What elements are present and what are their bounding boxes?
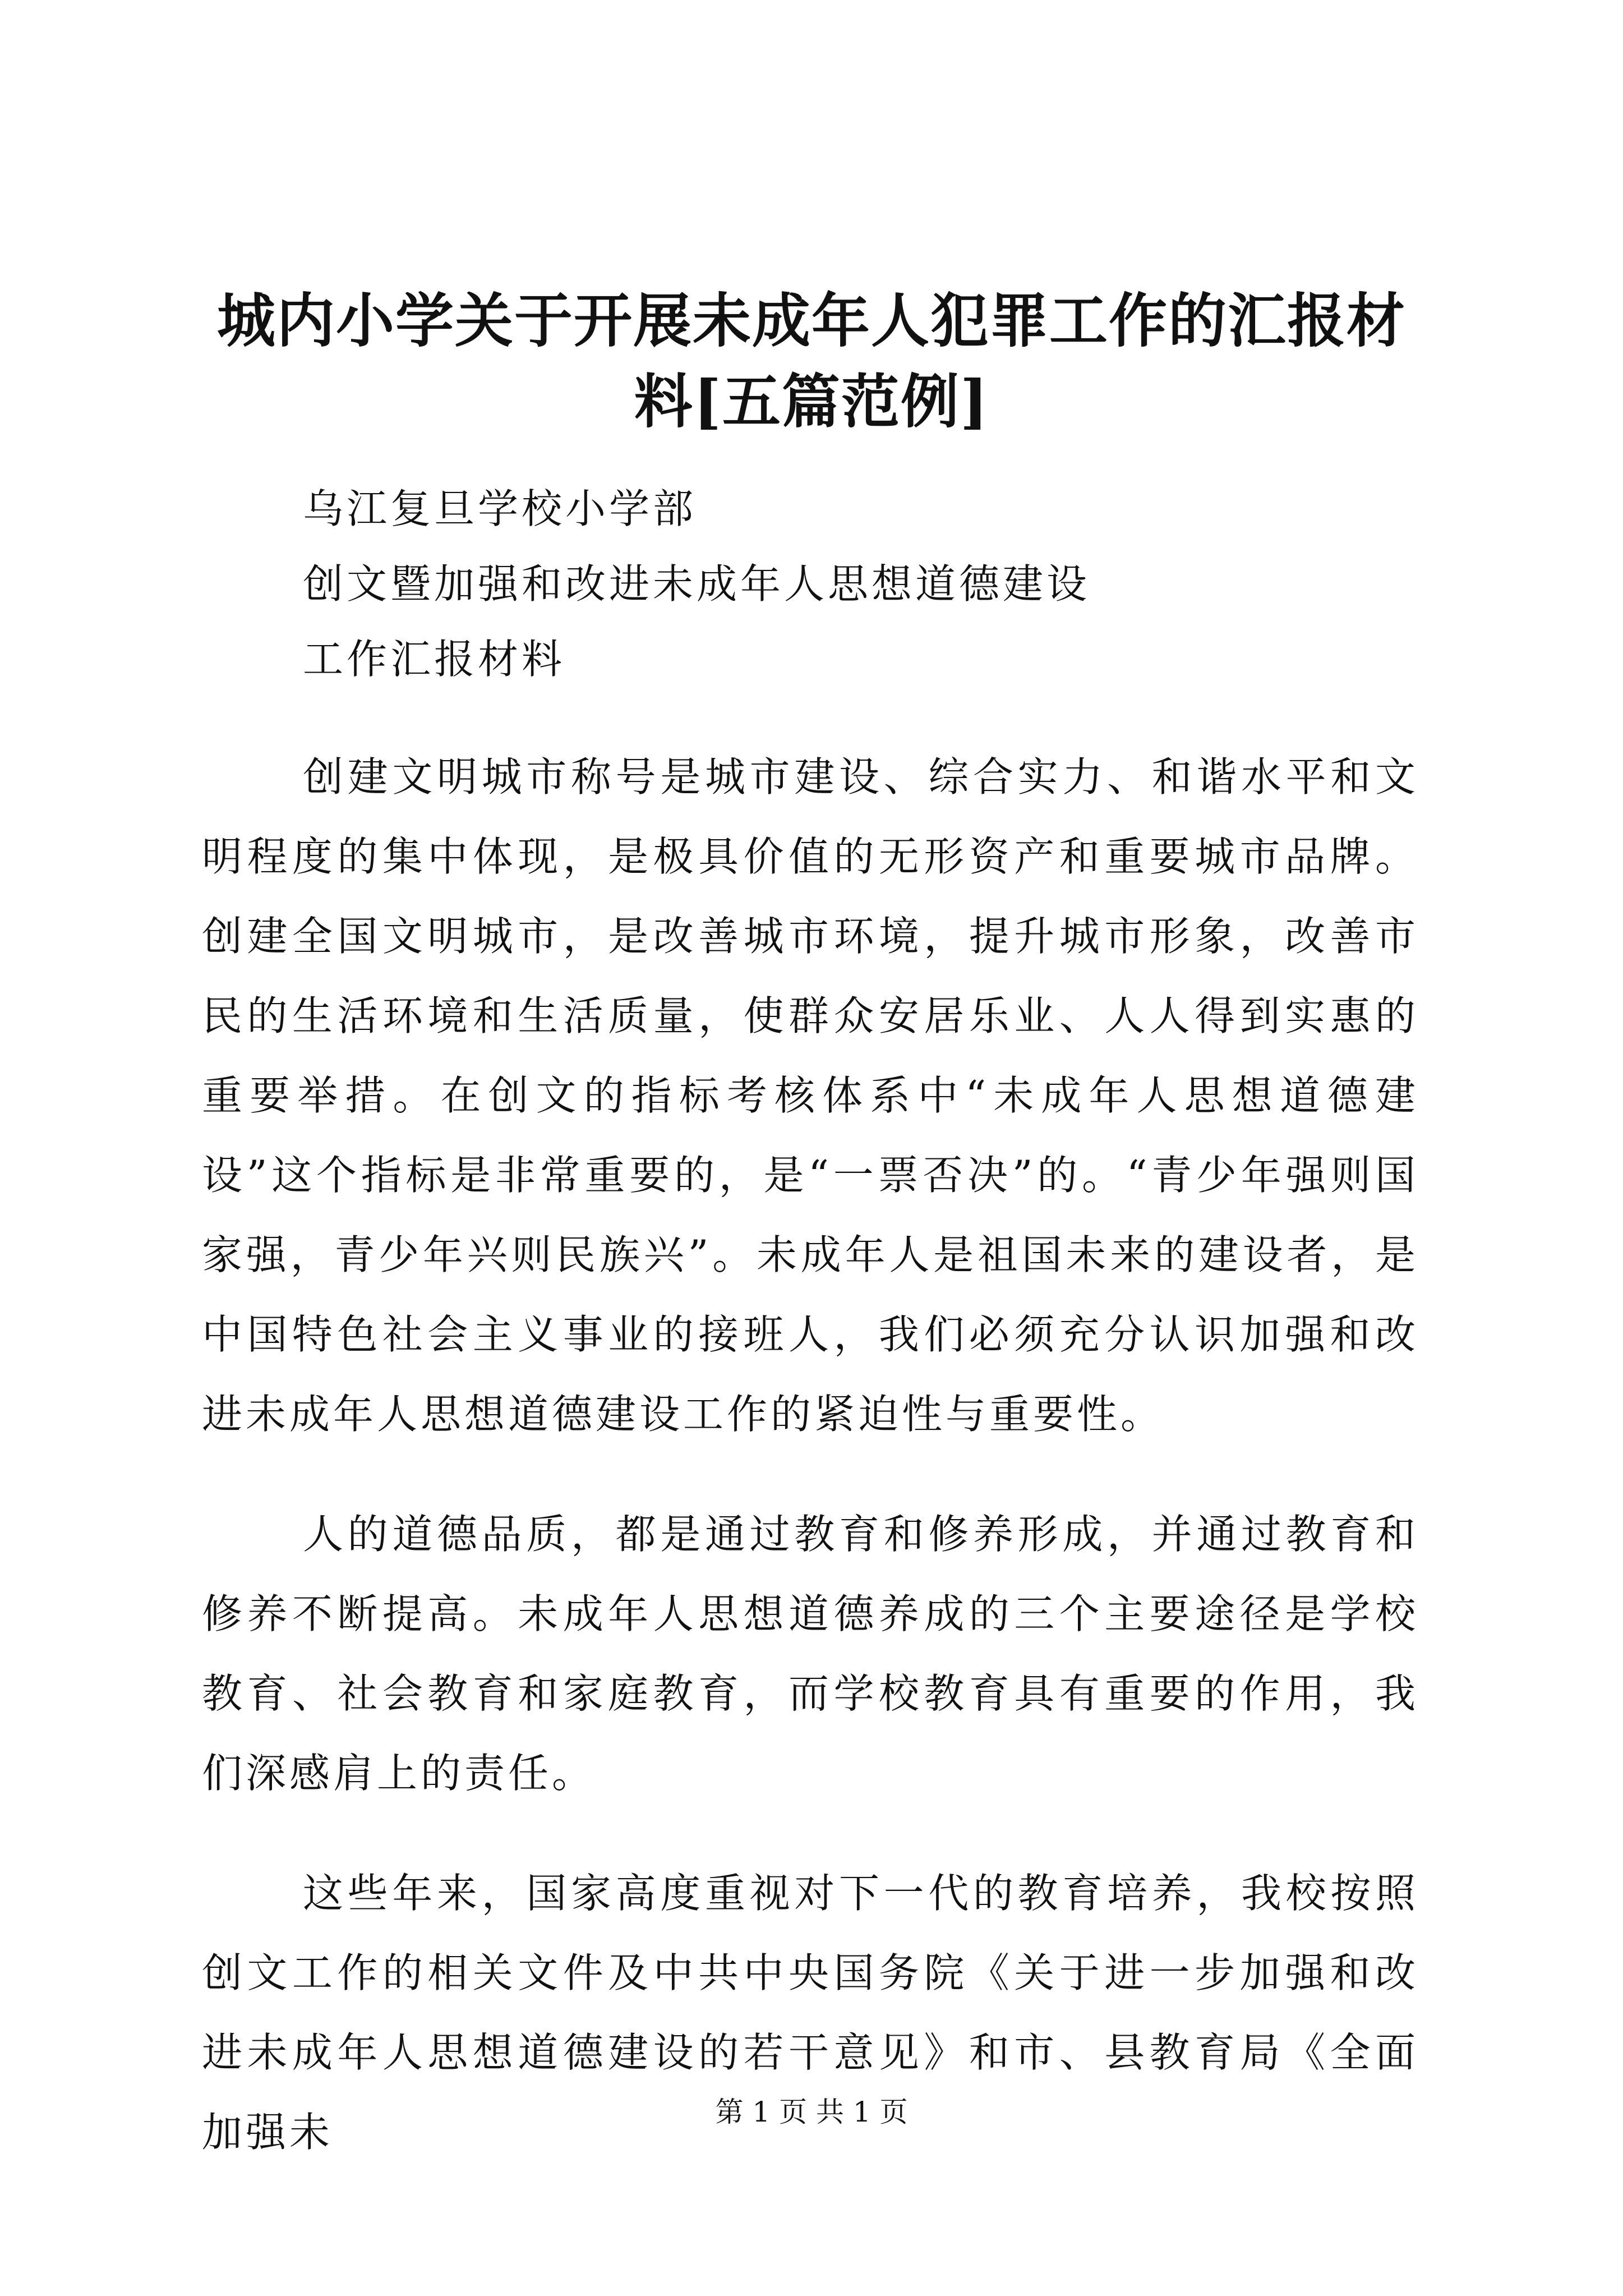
school-name-line: 乌江复旦学校小学部 (303, 485, 697, 532)
report-type-line: 工作汇报材料 (303, 636, 566, 683)
body-paragraph: 人的道德品质，都是通过教育和修养形成，并通过教育和修养不断提高。未成年人思想道德养成的三个主要途径是学校教育、社会教育和家庭教育，而学校教育具有重要的作用，我们深感肩上的责任。 (202, 1511, 1419, 1797)
page-footer: 第 1 页 共 1 页 (715, 2096, 908, 2128)
document-title: 城内小学关于开展未成年人犯罪工作的汇报材料[五篇范例] (216, 286, 1406, 436)
document-body (202, 471, 1419, 2187)
body-paragraph: 创建文明城市称号是城市建设、综合实力、和谐水平和文明程度的集中体现，是极具价值的无形资产和重要城市品牌。创建全国文明城市，是改善城市环境，提升城市形象，改善市民的生活环境和生活质量，使群众安居乐业、人人得到实惠的重要举措。在创文的指标考核体系中“未成年人思想道德建设”这个指标是非常重要的，是“一票否决”的。“青少年强则国家强，青少年兴则民族兴”。未成年人是祖国未来的建设者，是中国特色社会主义事业的接班人，我们必须充分认识加强和改进未成年人思想道德建设工作的紧迫性与重要性。 (202, 753, 1419, 1438)
body-paragraph: 这些年来，国家高度重视对下一代的教育培养，我校按照创文工作的相关文件及中共中央国务院《关于进一步加强和改进未成年人思想道德建设的若干意见》和市、县教育局《全面加强未 (202, 1870, 1419, 2156)
subject-line: 创文暨加强和改进未成年人思想道德建设 (303, 560, 1091, 608)
